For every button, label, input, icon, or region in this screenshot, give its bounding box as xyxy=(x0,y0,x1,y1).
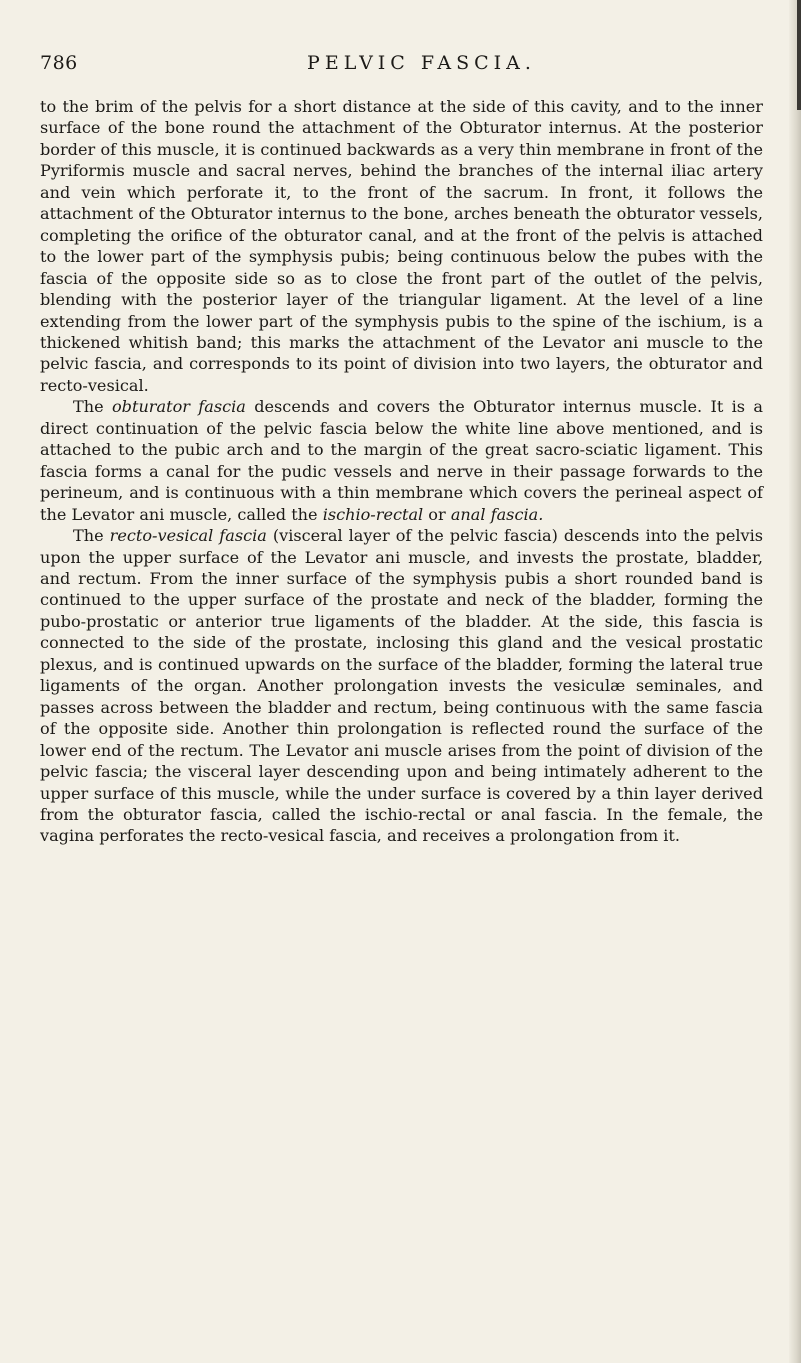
paragraph xyxy=(40,525,763,847)
running-title: PELVIC FASCIA. xyxy=(307,52,536,74)
text-segment: to the brim of the pelvis for a short distance at the side of this cavity, and to the inner surface of the bone round the attachment of the Obturator internus. At the posterior border of this muscle, it is continued backwards as a very thin membrane in front of the Pyriformis muscle and sacral nerves, behind the branches of the internal iliac artery and vein which perforate it, to the front of the sacrum. In front, it follows the attachment of the Obturator internus to the bone, arches beneath the obturator vessels, completing the orifice of the obturator canal, and at the front of the pelvis is attached to the lower part of the symphysis pubis; being continuous below the pubes with the fascia of the opposite side so as to close the front part of the outlet of the pelvis, blending with the posterior layer of the triangular ligament. At the level of a line extending from the lower part of the symphysis pubis to the spine of the ischium, is a thickened whitish band; this marks the attachment of the Levator ani muscle to the pelvic fascia, and corresponds to its point of division into two layers, the obturator and recto-vesical. xyxy=(40,97,763,395)
term-ischio-rectal: ischio-rectal xyxy=(322,504,424,524)
text-segment: The xyxy=(73,397,112,417)
text-segment: or xyxy=(423,504,451,524)
page-edge-shadow xyxy=(797,0,801,110)
paragraph xyxy=(40,396,763,525)
page-edge xyxy=(789,0,801,1363)
term-anal-fascia: anal fascia. xyxy=(450,504,544,524)
text-segment: The xyxy=(73,526,110,546)
term-obturator-fascia: obturator fascia xyxy=(111,397,246,417)
page-header xyxy=(40,52,763,80)
text-segment: (visceral layer of the pelvic fascia) descends into the pelvis upon the upper surface of the Levator ani muscle, and invests the prostate, bladder, and rectum. From the inner surface of the symphysis pubis a short rounded band is continued to the upper surface of the prostate and neck of the bladder, forming the pubo-prostatic or anterior true ligaments of the bladder. At the side, this fascia is connected to the side of the prostate, inclosing this gland and the vesical prostatic plexus, and is continued upwards on the surface of the bladder, forming the lateral true ligaments of the organ. Another prolongation invests the vesiculæ seminales, and passes across between the bladder and rectum, being continuous with the same fascia of the opposite side. Another thin prolongation is reflected round the surface of the lower end of the rectum. The Levator ani muscle arises from the point of division of the pelvic fascia; the visceral layer descending upon and being intimately adherent to the upper surface of this muscle, while the under surface is covered by a thin layer derived from the obturator fascia, called the ischio-rectal or anal fascia. In the female, the vagina perforates the recto-vesical fascia, and receives a prolongation from it. xyxy=(40,526,763,846)
text-segment: descends and covers the Obturator internus muscle. It is a direct continuation of the pelvic fascia below the white line above mentioned, and is attached to the pubic arch and to the margin of the great sacro-sciatic ligament. This fascia forms a canal for the pudic vessels and nerve in their passage forwards to the perineum, and is continuous with a thin membrane which covers the perineal aspect of the Levator ani muscle, called the xyxy=(40,397,763,524)
page-number: 786 xyxy=(40,52,78,74)
body-text xyxy=(40,96,763,847)
paragraph xyxy=(40,96,763,396)
term-recto-vesical-fascia: recto-vesical fascia xyxy=(109,526,267,546)
